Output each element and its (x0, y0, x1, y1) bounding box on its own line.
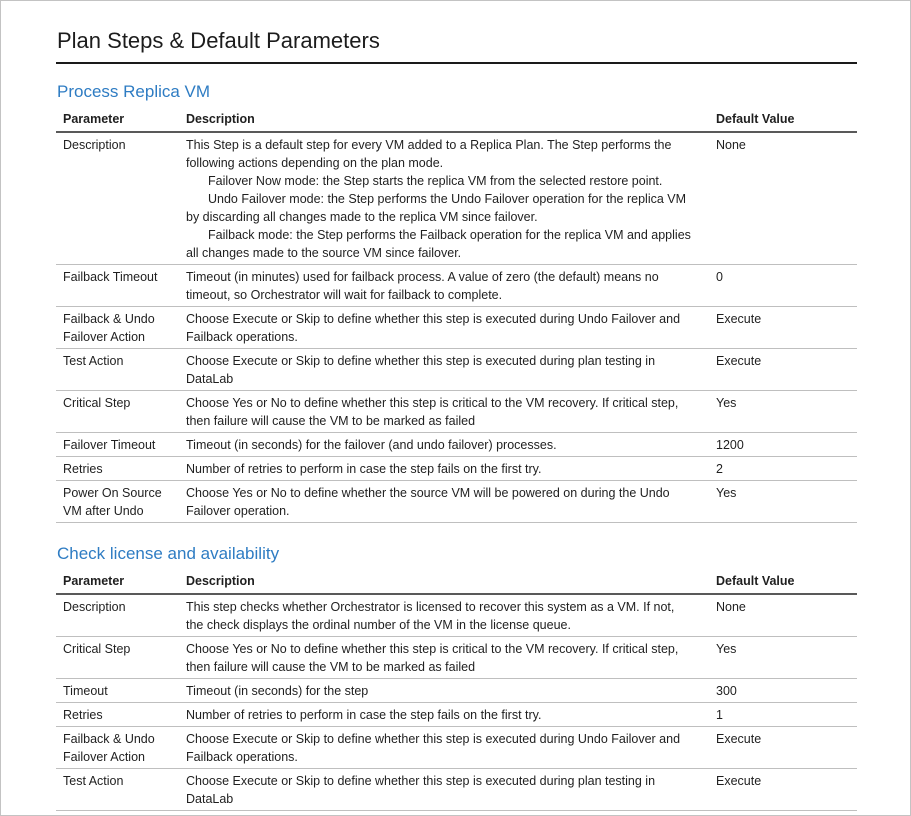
description-cell (179, 391, 709, 433)
default-value-cell: Yes (709, 391, 857, 433)
column-header-description: Description (179, 109, 709, 132)
default-value-cell: Execute (709, 727, 857, 769)
description-cell (179, 132, 709, 265)
parameter-cell: Description (56, 594, 179, 637)
default-value-cell: Yes (709, 481, 857, 523)
parameter-cell: Retries (56, 457, 179, 481)
parameter-cell: Failover Timeout (56, 433, 179, 457)
table-row (56, 679, 857, 703)
description-cell (179, 679, 709, 703)
table-header-row (56, 571, 857, 594)
description-paragraph: Timeout (in seconds) for the failover (and undo failover) processes. (186, 438, 557, 452)
default-value-cell: None (709, 132, 857, 265)
description-paragraph: Choose Yes or No to define whether this step is critical to the VM recovery. If critical step, then failure will cause the VM to be marked as failed (186, 396, 679, 428)
parameter-cell: Description (56, 132, 179, 265)
parameter-cell: Power On Source VM after Undo (56, 481, 179, 523)
table-row (56, 594, 857, 637)
table-row (56, 703, 857, 727)
default-value-cell: 2 (709, 457, 857, 481)
table-row (56, 433, 857, 457)
description-cell (179, 703, 709, 727)
parameter-cell: Test Action (56, 349, 179, 391)
description-paragraph: Timeout (in minutes) used for failback process. A value of zero (the default) means no timeout, so Orchestrator will wait for failback to complete. (186, 270, 659, 302)
column-header-parameter: Parameter (56, 109, 179, 132)
column-header-description: Description (179, 571, 709, 594)
description-paragraph: Number of retries to perform in case the step fails on the first try. (186, 708, 542, 722)
description-paragraph: Choose Yes or No to define whether the source VM will be powered on during the Undo Failover operation. (186, 486, 670, 518)
default-value-cell: Execute (709, 769, 857, 811)
table-row (56, 349, 857, 391)
description-cell (179, 727, 709, 769)
description-paragraph: Failback mode: the Step performs the Failback operation for the replica VM and applies all changes made to the source VM since failover. (186, 228, 691, 260)
parameter-cell: Failback & Undo Failover Action (56, 307, 179, 349)
description-cell (179, 265, 709, 307)
description-paragraph: Failover Now mode: the Step starts the replica VM from the selected restore point. (208, 174, 663, 188)
default-value-cell: None (709, 594, 857, 637)
description-paragraph: Choose Execute or Skip to define whether this step is executed during Undo Failover and Failback operations. (186, 732, 681, 764)
parameters-table (56, 109, 857, 523)
description-cell (179, 594, 709, 637)
column-header-parameter: Parameter (56, 571, 179, 594)
description-cell (179, 433, 709, 457)
default-value-cell: Execute (709, 349, 857, 391)
description-cell (179, 457, 709, 481)
parameter-cell: Failback Timeout (56, 265, 179, 307)
page-title: Plan Steps & Default Parameters (57, 28, 380, 53)
parameter-cell: Timeout (56, 679, 179, 703)
description-cell (179, 481, 709, 523)
table-row (56, 265, 857, 307)
table-row (56, 132, 857, 265)
description-paragraph: This step checks whether Orchestrator is licensed to recover this system as a VM. If not, the check displays the ordinal number of the VM in the license queue. (186, 600, 675, 632)
description-paragraph: Choose Yes or No to define whether this step is critical to the VM recovery. If critical step, then failure will cause the VM to be marked as failed (186, 642, 679, 674)
default-value-cell: 0 (709, 265, 857, 307)
description-paragraph: This Step is a default step for every VM added to a Replica Plan. The Step performs the following actions depending on the plan mode. (186, 138, 672, 170)
title-divider (56, 62, 857, 64)
description-paragraph: Timeout (in seconds) for the step (186, 684, 369, 698)
document-content (1, 1, 910, 811)
description-paragraph: Choose Execute or Skip to define whether this step is executed during plan testing in DataLab (186, 354, 656, 386)
table-row (56, 457, 857, 481)
parameter-cell: Retries (56, 703, 179, 727)
table-row (56, 307, 857, 349)
default-value-cell: 1 (709, 703, 857, 727)
section-heading: Check license and availability (57, 544, 280, 563)
description-cell (179, 769, 709, 811)
description-paragraph: Undo Failover mode: the Step performs the Undo Failover operation for the replica VM by discarding all changes made to the replica VM since failover. (186, 192, 687, 224)
table-row (56, 481, 857, 523)
default-value-cell: 300 (709, 679, 857, 703)
section-process-replica-vm (56, 82, 857, 523)
default-value-cell: 1200 (709, 433, 857, 457)
parameter-cell: Critical Step (56, 637, 179, 679)
default-value-cell: Execute (709, 307, 857, 349)
description-paragraph: Choose Execute or Skip to define whether this step is executed during plan testing in DataLab (186, 774, 656, 806)
parameter-cell: Test Action (56, 769, 179, 811)
table-header-row (56, 109, 857, 132)
parameters-table (56, 571, 857, 811)
column-header-default-value: Default Value (709, 571, 857, 594)
section-check-license (56, 544, 857, 811)
column-header-default-value: Default Value (709, 109, 857, 132)
table-row (56, 727, 857, 769)
table-row (56, 391, 857, 433)
parameter-cell: Failback & Undo Failover Action (56, 727, 179, 769)
description-cell (179, 637, 709, 679)
description-cell (179, 307, 709, 349)
parameter-cell: Critical Step (56, 391, 179, 433)
section-heading: Process Replica VM (57, 82, 211, 101)
default-value-cell: Yes (709, 637, 857, 679)
description-paragraph: Choose Execute or Skip to define whether this step is executed during Undo Failover and Failback operations. (186, 312, 681, 344)
table-row (56, 637, 857, 679)
description-paragraph: Number of retries to perform in case the step fails on the first try. (186, 462, 542, 476)
description-cell (179, 349, 709, 391)
table-row (56, 769, 857, 811)
